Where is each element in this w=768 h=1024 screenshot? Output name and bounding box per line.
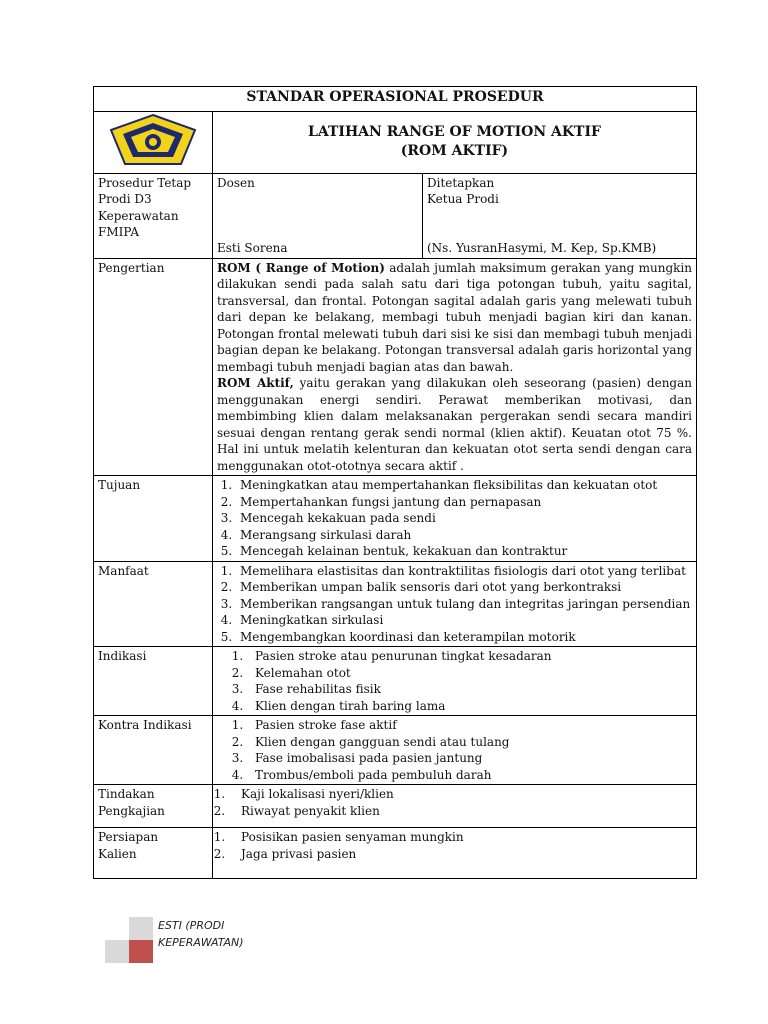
list-item: 5. Mengembangkan koordinasi dan keterampilan motorik [236,629,692,646]
persiapan-label-line: Persiapan [98,830,159,844]
pengertian-label: Pengertian [94,258,213,476]
footer-gray-square-icon [129,917,153,940]
institution-logo-icon [105,112,201,168]
heading-line-1: LATIHAN RANGE OF MOTION AKTIF [308,124,601,141]
list-item: 3. Mencegah kekakuan pada sendi [236,510,692,527]
pengertian-paragraph-1 [217,260,692,376]
tujuan-row [94,476,697,562]
sop-document [93,86,696,879]
list-item: 3. Memberikan rangsangan untuk tulang dan integritas jaringan persendian [236,596,692,613]
list-item: 2. Klien dengan gangguan sendi atau tulang [247,734,692,751]
rom-aktif-term: ROM Aktif, [217,376,294,390]
pengertian-paragraph-2 [217,375,692,474]
rom-aktif-definition: yaitu gerakan yang dilakukan oleh seseorang (pasien) dengan menggunakan energi sendiri. Perawat memberikan motivasi, dan membimbing klien dalam melaksanakan pergerakan sendi secara mandiri sesuai dengan rentang gerak sendi normal (klien aktif). Keuatan otot 75 %. Hal ini untuk melatih kelenturan dan kekuatan otot serta sendi dengan cara menggunakan otot-ototnya secara aktif . [217,376,692,473]
approver-name: (Ns. YusranHasymi, M. Kep, Sp.KMB) [427,241,657,255]
sop-table [93,86,697,879]
list-item: 2. Riwayat penyakit klien [229,803,692,820]
list-item: 5. Mencegah kelainan bentuk, kekakuan dan kontraktur [236,543,692,560]
list-item: 3. Fase rehabilitas fisik [247,681,692,698]
tindakan-label [94,785,213,828]
list-item: 1. Pasien stroke atau penurunan tingkat kesadaran [247,648,692,665]
tindakan-row [94,785,697,828]
heading-row [94,112,697,174]
footer-red-square-icon [129,940,153,963]
lecturer-cell [213,173,423,258]
pengertian-content [213,258,697,476]
procedure-type-line: Prosedur Tetap [98,175,192,190]
indikasi-content [213,647,697,716]
manfaat-label: Manfaat [94,561,213,647]
tindakan-label-line: Pengkajian [98,803,165,818]
approval-role: Ketua Prodi [427,192,499,206]
title-row [94,87,697,112]
indikasi-list [217,648,692,714]
rom-term: ROM ( Range of Motion) [217,260,385,275]
manfaat-content [213,561,697,647]
list-item: 1. Kaji lokalisasi nyeri/klien [229,786,692,803]
tujuan-content [213,476,697,562]
kontra-indikasi-content [213,716,697,785]
footer-line-2: KEPERAWATAN) [158,936,244,949]
list-item: 1. Pasien stroke fase aktif [247,717,692,734]
approval-label: Ditetapkan [427,175,495,190]
persiapan-row [94,828,697,879]
document-title: STANDAR OPERASIONAL PROSEDUR [94,87,697,112]
list-item: 2. Jaga privasi pasien [229,846,692,863]
kontra-indikasi-list [217,717,692,783]
list-item: 4. Trombus/emboli pada pembuluh darah [247,767,692,784]
list-item: 2. Mempertahankan fungsi jantung dan pernapasan [236,494,692,511]
indikasi-label: Indikasi [94,647,213,716]
list-item: 1. Memelihara elastisitas dan kontraktilitas fisiologis dari otot yang terlibat [236,563,692,580]
footer-line-1: ESTI (PRODI [158,919,225,932]
persiapan-label-line: Kalien [98,846,137,861]
tindakan-content [213,785,697,828]
lecturer-name: Esti Sorena [217,241,288,255]
approval-cell [423,173,697,258]
kontra-indikasi-label: Kontra Indikasi [94,716,213,785]
tujuan-label: Tujuan [94,476,213,562]
pengertian-row [94,258,697,476]
procedure-type-line: Prodi D3 [98,192,152,206]
manfaat-row [94,561,697,647]
tujuan-list [217,477,692,560]
indikasi-row [94,647,697,716]
tindakan-label-line: Tindakan [98,787,155,801]
persiapan-content [213,828,697,879]
heading-line-2: (ROM AKTIF) [400,143,509,160]
procedure-type-cell [94,173,213,258]
procedure-type-line: Keperawatan [98,208,179,223]
list-item: 1. Posisikan pasien senyaman mungkin [229,829,692,846]
page-footer [105,917,305,963]
logo-cell [94,112,213,174]
tindakan-list [217,786,692,819]
meta-row [94,173,697,258]
procedure-type-line: FMIPA [98,225,139,239]
manfaat-list [217,563,692,646]
list-item: 3. Fase imobalisasi pada pasien jantung [247,750,692,767]
persiapan-list [217,829,692,862]
list-item: 4. Klien dengan tirah baring lama [247,698,692,715]
persiapan-label [94,828,213,879]
list-item: 4. Meningkatkan sirkulasi [236,612,692,629]
list-item: 2. Kelemahan otot [247,665,692,682]
list-item: 2. Memberikan umpan balik sensoris dari otot yang berkontraksi [236,579,692,596]
rom-definition: adalah jumlah maksimum gerakan yang mungkin dilakukan sendi pada salah satu dari tiga potongan tubuh, yaitu sagital, transversal, dan frontal. Potongan sagital adalah garis yang melewati tubuh dari depan ke belakang, membagi tubuh menjadi bagian kiri dan kanan. Potongan frontal melewati tubuh dari sisi ke sisi dan membagi tubuh menjadi bagian depan ke belakang. Potongan transversal adalah garis horizontal yang membagi tubuh menjadi bagian atas dan bawah. [217,260,692,374]
kontra-indikasi-row [94,716,697,785]
lecturer-label: Dosen [217,175,255,190]
footer-author [158,917,244,951]
list-item: 1. Meningkatkan atau mempertahankan fleksibilitas dan kekuatan otot [236,477,692,494]
list-item: 4. Merangsang sirkulasi darah [236,527,692,544]
footer-gray-square-icon [105,940,129,963]
procedure-heading [213,112,697,174]
